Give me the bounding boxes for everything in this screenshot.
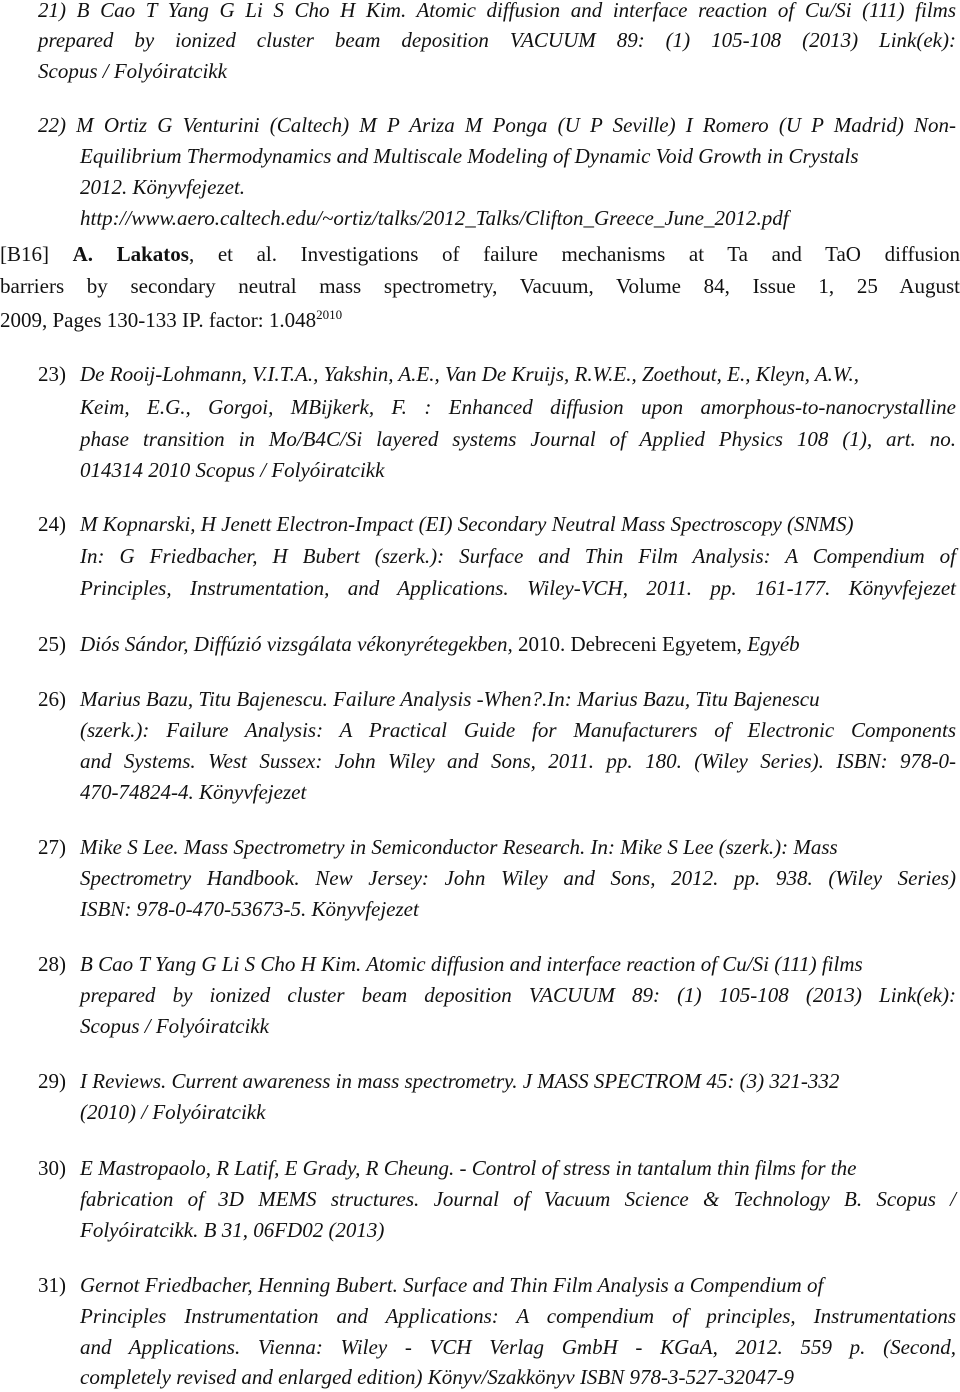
citation-24-text: M Kopnarski, H Jenett Electron-Impact (EI) Secondary Neutral Mass Spectroscopy (SNMS) <box>80 512 854 536</box>
citation-23-authors: De Rooij-Lohmann, V.I.T.A., Yakshin, A.E., Van De Kruijs, R.W.E., Zoethout, E., Kleyn, A.W., <box>80 362 859 386</box>
citation-27-line3: ISBN: 978-0-470-53673-5. Könyvfejezet <box>80 897 419 921</box>
citation-26-line2: (szerk.): Failure Analysis: A Practical Guide for Manufacturers of Electronic Components <box>80 718 956 742</box>
citation-26-line1 <box>38 684 956 714</box>
reference-b16-line3 <box>0 305 960 335</box>
citation-29-text: I Reviews. Current awareness in mass spectrometry. J MASS SPECTROM 45: (3) 321-332 <box>80 1069 840 1093</box>
reference-title-start: Investigations of failure mechanisms at Ta and TaO diffusion <box>300 242 960 266</box>
citation-31-text: Gernot Friedbacher, Henning Bubert. Surface and Thin Film Analysis a Compendium of <box>80 1273 824 1297</box>
citation-25-title: Diós Sándor, Diffúzió vizsgálata vékonyrétegekben, <box>80 632 513 656</box>
citation-31-line1 <box>38 1270 956 1300</box>
citation-29-line2: (2010) / Folyóiratcikk <box>80 1100 266 1124</box>
citation-21-line1: 21) B Cao T Yang G Li S Cho H Kim. Atomic diffusion and interface reaction of Cu/Si (111) films <box>38 0 956 22</box>
citation-23-line1 <box>38 359 956 389</box>
impact-factor-year: 2010 <box>316 307 343 322</box>
citation-29-line1 <box>38 1066 956 1096</box>
citation-24-line1 <box>38 509 956 539</box>
citation-27-text: Mike S Lee. Mass Spectrometry in Semiconductor Research. In: Mike S Lee (szerk.): Mass <box>80 835 838 859</box>
citation-23-title: : Enhanced diffusion upon amorphous-to-nanocrystalline <box>406 395 956 419</box>
citation-number: 26) <box>38 687 66 711</box>
citation-23-line3: phase transition in Mo/B4C/Si layered systems Journal of Applied Physics 108 (1), art. no. <box>80 427 956 451</box>
citation-30-line3: Folyóiratcikk. B 31, 06FD02 (2013) <box>80 1218 385 1242</box>
citation-28-line3: Scopus / Folyóiratcikk <box>80 1014 269 1038</box>
citation-21-line3: Scopus / Folyóiratcikk <box>38 59 227 83</box>
citation-28-text: B Cao T Yang G Li S Cho H Kim. Atomic diffusion and interface reaction of Cu/Si (111) films <box>80 952 863 976</box>
citation-28-line1 <box>38 949 956 979</box>
citation-number: 24) <box>38 512 66 536</box>
citation-25-type: Egyéb <box>747 632 800 656</box>
citation-22-line2: Equilibrium Thermodynamics and Multiscale Modeling of Dynamic Void Growth in Crystals <box>80 144 859 168</box>
citation-number: 31) <box>38 1273 66 1297</box>
citation-31-line2: Principles Instrumentation and Applications: A compendium of principles, Instrumentations <box>80 1304 956 1328</box>
reference-b16-line1 <box>0 239 960 269</box>
citation-21-line2: prepared by ionized cluster beam deposition VACUUM 89: (1) 105-108 (2013) Link(ek): <box>38 28 956 52</box>
reference-tag: [B16] <box>0 242 49 266</box>
citation-28-line2: prepared by ionized cluster beam deposition VACUUM 89: (1) 105-108 (2013) Link(ek): <box>80 983 956 1007</box>
citation-number: 25) <box>38 632 66 656</box>
citation-27-line1 <box>38 832 956 862</box>
citation-30-line2: fabrication of 3D MEMS structures. Journal of Vacuum Science & Technology B. Scopus / <box>80 1187 956 1211</box>
citation-22-line3: 2012. Könyvfejezet. <box>80 175 246 199</box>
citation-30-line1 <box>38 1153 956 1183</box>
reference-b16-line3-text: 2009, Pages 130-133 IP. factor: 1.048 <box>0 308 317 332</box>
citation-26-line4: 470-74824-4. Könyvfejezet <box>80 780 307 804</box>
citation-22-line1: 22) M Ortiz G Venturini (Caltech) M P Ariza M Ponga (U P Seville) I Romero (U P Madrid) Non- <box>38 113 956 137</box>
citation-30-text: E Mastropaolo, R Latif, E Grady, R Cheung. - Control of stress in tantalum thin films for the <box>80 1156 857 1180</box>
citation-number: 23) <box>38 362 66 386</box>
citation-24-line2: In: G Friedbacher, H Bubert (szerk.): Surface and Thin Film Analysis: A Compendium of <box>80 544 956 568</box>
citation-number: 29) <box>38 1069 66 1093</box>
citation-24-line3: Principles, Instrumentation, and Applications. Wiley-VCH, 2011. pp. 161-177. Könyvfejezet <box>80 576 956 600</box>
citation-31-line4: completely revised and enlarged edition) Könyv/Szakkönyv ISBN 978-3-527-32047-9 <box>80 1365 794 1389</box>
citation-23-line2 <box>80 392 956 422</box>
citation-27-line2: Spectrometry Handbook. New Jersey: John Wiley and Sons, 2012. pp. 938. (Wiley Series) <box>80 866 956 890</box>
citation-23-authors-cont: Keim, E.G., Gorgoi, MBijkerk, F. <box>80 395 407 419</box>
citation-26-line3: and Systems. West Sussex: John Wiley and Sons, 2011. pp. 180. (Wiley Series). ISBN: 978-0- <box>80 749 956 773</box>
reference-author: A. Lakatos <box>72 242 189 266</box>
reference-etal: , et al. <box>188 242 277 266</box>
citation-25-publisher: 2010. Debreceni Egyetem, <box>512 632 748 656</box>
citation-25-line1 <box>38 629 956 659</box>
citation-22-url: http://www.aero.caltech.edu/~ortiz/talks/2012_Talks/Clifton_Greece_June_2012.pdf <box>80 206 789 230</box>
citation-number: 27) <box>38 835 66 859</box>
citation-31-line3: and Applications. Vienna: Wiley - VCH Verlag GmbH - KGaA, 2012. 559 p. (Second, <box>80 1335 956 1359</box>
citation-number: 30) <box>38 1156 66 1180</box>
citation-26-text: Marius Bazu, Titu Bajenescu. Failure Analysis -When?.In: Marius Bazu, Titu Bajenescu <box>80 687 820 711</box>
citation-number: 28) <box>38 952 66 976</box>
reference-b16-line2: barriers by secondary neutral mass spectrometry, Vacuum, Volume 84, Issue 1, 25 August <box>0 274 960 298</box>
citation-23-line4: 014314 2010 Scopus / Folyóiratcikk <box>80 458 385 482</box>
